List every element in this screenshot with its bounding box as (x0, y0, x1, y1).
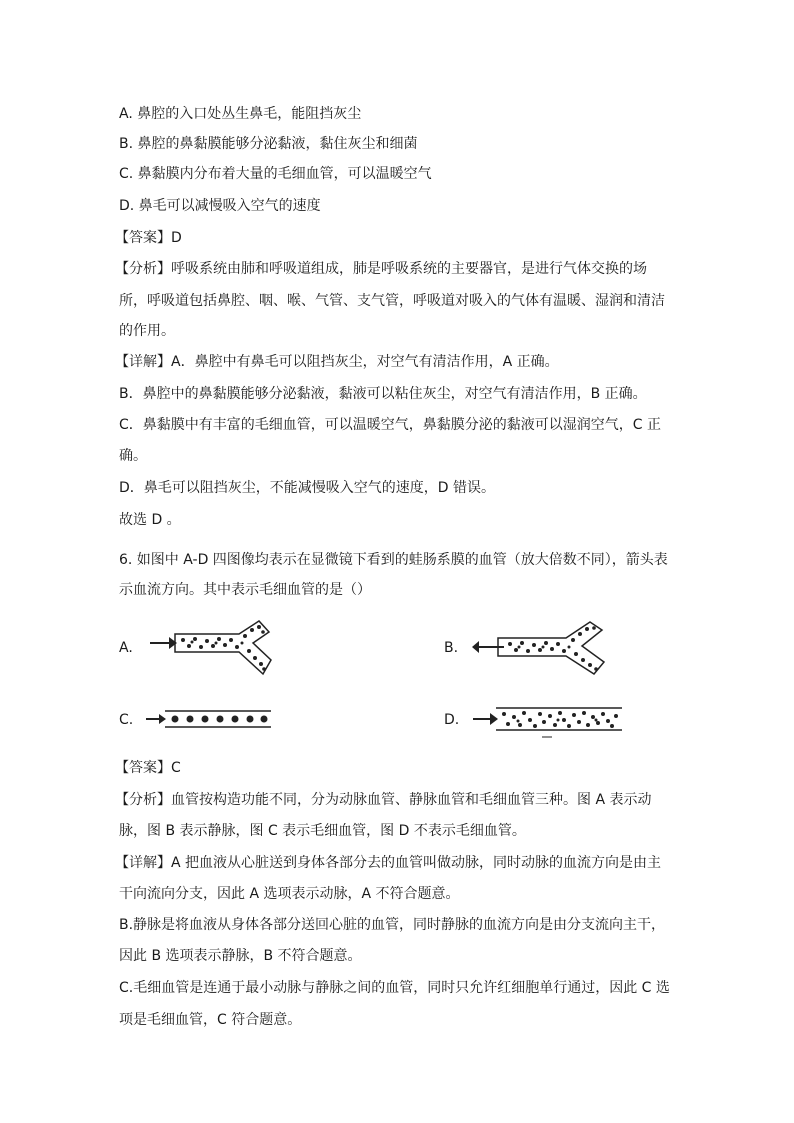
analysis-line-2: 所，呼吸道包括鼻腔、咽、喉、气管、支气管，呼吸道对吸入的气体有温暖、湿润和清洁 (119, 293, 665, 309)
vein-figure-b (470, 616, 610, 678)
option-d-text: D. 鼻毛可以减慢吸入空气的速度 (119, 198, 321, 214)
artery-figure-a (145, 616, 275, 678)
capillary-figure-c (145, 708, 275, 732)
figure-label-c: C. (119, 712, 134, 728)
detail-6-line-3: B.静脉是将血液从身体各部分送回心脏的血管，同时静脉的血流方向是由分支流向主干， (119, 917, 666, 933)
option-a-text: A. 鼻腔的入口处丛生鼻毛，能阻挡灰尘 (119, 106, 362, 122)
figure-label-d: D. (444, 712, 460, 728)
question-6-stem-line-2: 示血流方向。其中表示毛细血管的是（） (119, 582, 371, 598)
detail-line-3: C．鼻黏膜中有丰富的毛细血管，可以温暖空气，鼻黏膜分泌的黏液可以湿润空气，C 正 (119, 417, 661, 433)
answer-text: 【答案】D (115, 230, 182, 246)
detail-6-line-6: 项是毛细血管，C 符合题意。 (119, 1012, 302, 1028)
detail-6-line-4: 因此 B 选项表示静脉，B 不符合题意。 (119, 948, 362, 964)
question-6-stem-line-1: 6. 如图中 A-D 四图像均表示在显微镜下看到的蛙肠系膜的血管（放大倍数不同），箭头表 (119, 552, 668, 568)
detail-6-line-5: C.毛细血管是连通于最小动脉与静脉之间的血管，同时只允许红细胞单行通过，因此 C 选 (119, 980, 670, 996)
detail-6-line-1: 【详解】A 把血液从心脏送到身体各部分去的血管叫做动脉，同时动脉的血流方向是由主 (115, 855, 662, 871)
option-c-text: C. 鼻黏膜内分布着大量的毛细血管，可以温暖空气 (119, 166, 432, 182)
analysis-6-line-2: 脉，图 B 表示静脉，图 C 表示毛细血管，图 D 不表示毛细血管。 (119, 823, 526, 839)
analysis-line-3: 的作用。 (119, 323, 175, 339)
option-b-text: B. 鼻腔的鼻黏膜能够分泌黏液，黏住灰尘和细菌 (119, 136, 418, 152)
detail-6-line-2: 干向流向分支，因此 A 选项表示动脉，A 不符合题意。 (119, 886, 460, 902)
vessel-figure-d (472, 705, 622, 739)
figure-label-b: B. (444, 640, 459, 656)
analysis-6-line-1: 【分析】血管按构造功能不同，分为动脉血管、静脉血管和毛细血管三种。图 A 表示动 (115, 792, 652, 808)
figure-label-a: A. (119, 640, 133, 656)
analysis-line-1: 【分析】呼吸系统由肺和呼吸道组成，肺是呼吸系统的主要器官，是进行气体交换的场 (115, 261, 647, 277)
detail-line-2: B．鼻腔中的鼻黏膜能够分泌黏液，黏液可以粘住灰尘，对空气有清洁作用，B 正确。 (119, 386, 647, 402)
detail-line-4: 确。 (119, 448, 147, 464)
answer-6-text: 【答案】C (115, 760, 181, 776)
detail-line-5: D．鼻毛可以阻挡灰尘，不能减慢吸入空气的速度，D 错误。 (119, 480, 496, 496)
detail-line-1: 【详解】A．鼻腔中有鼻毛可以阻挡灰尘，对空气有清洁作用，A 正确。 (115, 354, 559, 370)
conclusion-text: 故选 D 。 (119, 512, 181, 528)
